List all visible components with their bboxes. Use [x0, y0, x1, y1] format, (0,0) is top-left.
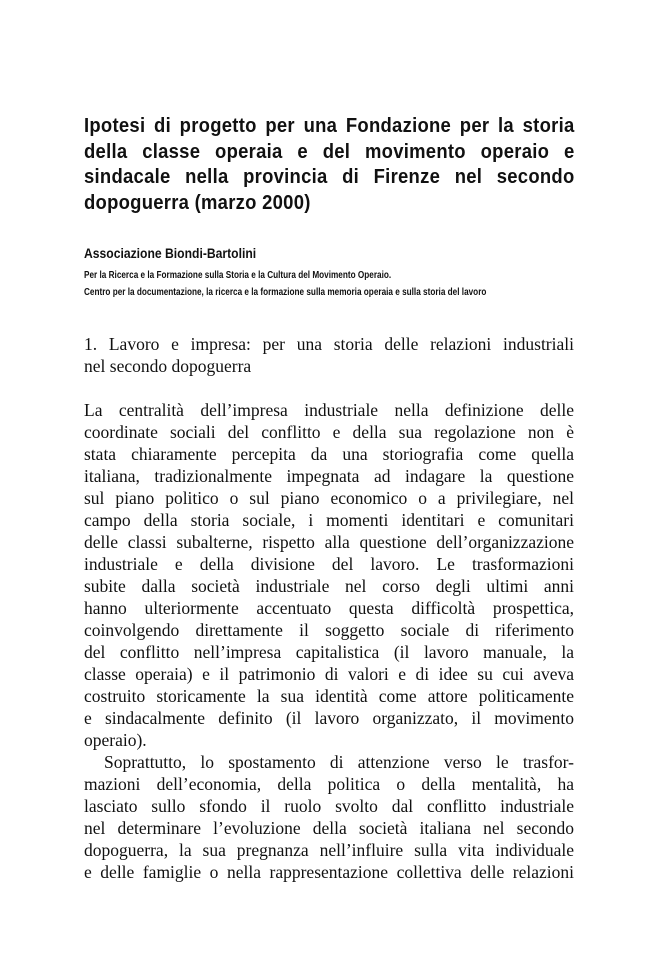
text-line: e sindacalmente definito (il lavoro organizzato, il movimento — [84, 708, 574, 728]
organization-name: Associazione Biondi-Bartolini — [84, 246, 257, 261]
text-line: coordinate sociali del conflitto e della sua regolazione non è — [84, 422, 574, 442]
text-line: operaio). — [84, 730, 147, 750]
organization-subtitle-1: Per la Ricerca e la Formazione sulla Storia e la Cultura del Movimento Operaio. — [84, 270, 392, 281]
text-line: delle classi subalterne, rispetto alla questione dell’organizzazione — [84, 532, 574, 552]
text-line: italiana, tradizionalmente impegnata ad indagare la questione — [84, 466, 574, 486]
text-line: mazioni dell’economia, della politica o della mentalità, ha — [84, 774, 574, 794]
text-line: classe operaia) e il patrimonio di valori e di idee su cui aveva — [84, 664, 574, 684]
paragraph-2 — [84, 751, 574, 883]
title-line: sindacale nella provincia di Firenze nel secondo — [84, 165, 575, 188]
title-line: dopoguerra (marzo 2000) — [84, 190, 311, 214]
text-line: e delle famiglie o nella rappresentazione collettiva delle relazioni — [84, 862, 574, 882]
text-line: lasciato sullo sfondo il ruolo svolto dal conflitto industriale — [84, 796, 574, 816]
text-line: dopoguerra, la sua pregnanza nell’influire sulla vita individuale — [84, 840, 574, 860]
text-line: industriale e della divisione del lavoro. Le trasformazioni — [84, 554, 574, 574]
paragraph-1 — [84, 399, 574, 751]
section-heading-line: nel secondo dopoguerra — [84, 356, 252, 376]
text-line: hanno ulteriormente accentuato questa difficoltà prospettica, — [84, 598, 574, 618]
text-line: costruito storicamente la sua identità come attore politicamente — [84, 686, 574, 706]
title-line: della classe operaia e del movimento operaio e — [84, 139, 575, 163]
text-line: coinvolgendo direttamente il soggetto sociale di riferimento — [84, 620, 574, 640]
title-line: Ipotesi di progetto per una Fondazione per la storia — [84, 114, 575, 137]
organization-subtitle-2: Centro per la documentazione, la ricerca e la formazione sulla memoria operaia e sulla storia del lavoro — [84, 287, 487, 298]
text-line: La centralità dell’impresa industriale nella definizione delle — [84, 400, 574, 420]
body-text — [84, 399, 574, 883]
text-line: stata chiaramente percepita da una storiografia come quella — [84, 444, 574, 464]
text-line: sul piano politico o sul piano economico o a privilegiare, nel — [84, 488, 574, 508]
document-title — [84, 113, 575, 215]
text-line: Soprattutto, lo spostamento di attenzione verso le trasfor- — [104, 752, 574, 772]
section-heading — [84, 333, 574, 377]
section-heading-line: 1. Lavoro e impresa: per una storia delle relazioni industriali — [84, 334, 574, 354]
text-line: del conflitto nell’impresa capitalistica (il lavoro manuale, la — [84, 642, 574, 662]
text-line: subite dalla società industriale nel corso degli ultimi anni — [84, 576, 574, 596]
text-line: campo della storia sociale, i momenti identitari e comunitari — [84, 510, 574, 530]
text-line: nel determinare l’evoluzione della società italiana nel secondo — [84, 818, 574, 838]
